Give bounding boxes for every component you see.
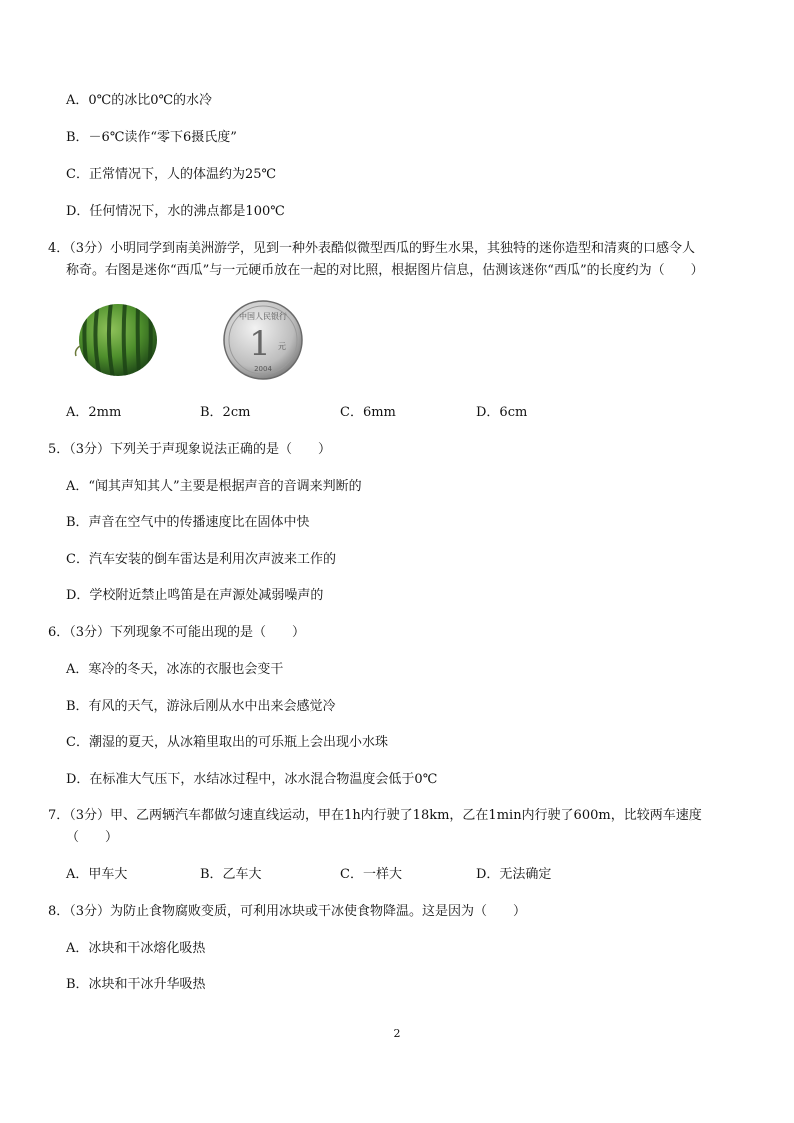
q5-option-c: C．汽车安装的倒车雷达是利用次声波来工作的 — [66, 552, 336, 567]
q4-option-d: D．6cm — [476, 405, 528, 420]
q5-option-b: B．声音在空气中的传播速度比在固体中快 — [66, 515, 310, 530]
q7-option-a: A．甲车大 — [66, 867, 128, 882]
q3-option-a: A．0℃的冰比0℃的水冷 — [66, 93, 213, 108]
q8-option-a: A．冰块和干冰熔化吸热 — [66, 941, 206, 956]
coin-digit: 1 — [249, 324, 271, 364]
q5-option-d: D．学校附近禁止鸣笛是在声源处减弱噪声的 — [66, 588, 324, 603]
q6-option-b: B．有风的天气，游泳后刚从水中出来会感觉冷 — [66, 699, 336, 714]
q4-stem-line1: 4．（3分）小明同学到南美洲游学，见到一种外表酷似微型西瓜的野生水果，其独特的迷你造型和清爽的口感令人 — [48, 241, 696, 256]
q5-option-a: A．“闻其声知其人”主要是根据声音的音调来判断的 — [66, 479, 362, 494]
q8-option-b: B．冰块和干冰升华吸热 — [66, 977, 206, 992]
q6-option-d: D．在标准大气压下，水结冰过程中，冰水混合物温度会低于0℃ — [66, 772, 438, 787]
q8-stem: 8．（3分）为防止食物腐败变质，可利用冰块或干冰使食物降温。这是因为（ ） — [48, 904, 527, 919]
q7-stem-line1: 7．（3分）甲、乙两辆汽车都做匀速直线运动，甲在1h内行驶了18km，乙在1min内行驶了600m，比较两车速度 — [48, 808, 702, 823]
q7-option-d: D．无法确定 — [476, 867, 552, 882]
q5-stem: 5．（3分）下列关于声现象说法正确的是（ ） — [48, 442, 332, 457]
q4-option-c: C．6mm — [340, 405, 396, 420]
coin-top-text: 中国人民银行 — [239, 312, 287, 321]
page-number: 2 — [393, 1027, 401, 1040]
q6-option-a: A．寒冷的冬天，冰冻的衣服也会变干 — [66, 662, 284, 677]
q6-stem: 6．（3分）下列现象不可能出现的是（ ） — [48, 625, 306, 640]
q4-option-b: B．2cm — [200, 405, 251, 420]
q7-option-c: C．一样大 — [340, 867, 402, 882]
q7-option-b: B．乙车大 — [200, 867, 262, 882]
coin-unit: 元 — [278, 342, 286, 351]
q4-option-a: A．2mm — [66, 405, 122, 420]
q3-option-b: B．－6℃读作“零下6摄氏度” — [66, 130, 237, 145]
q7-stem-line2: （ ） — [66, 830, 119, 845]
one-yuan-coin-image — [222, 299, 304, 381]
coin-year: 2004 — [254, 365, 272, 373]
q6-option-c: C．潮湿的夏天，从冰箱里取出的可乐瓶上会出现小水珠 — [66, 735, 388, 750]
q4-stem-line2: 称奇。右图是迷你“西瓜”与一元硬币放在一起的对比照，根据图片信息，估测该迷你“西瓜”的长度约为（ ） — [66, 263, 704, 278]
mini-watermelon-image — [70, 300, 162, 380]
q3-option-c: C．正常情况下，人的体温约为25℃ — [66, 167, 277, 182]
q3-option-d: D．任何情况下，水的沸点都是100℃ — [66, 204, 285, 219]
